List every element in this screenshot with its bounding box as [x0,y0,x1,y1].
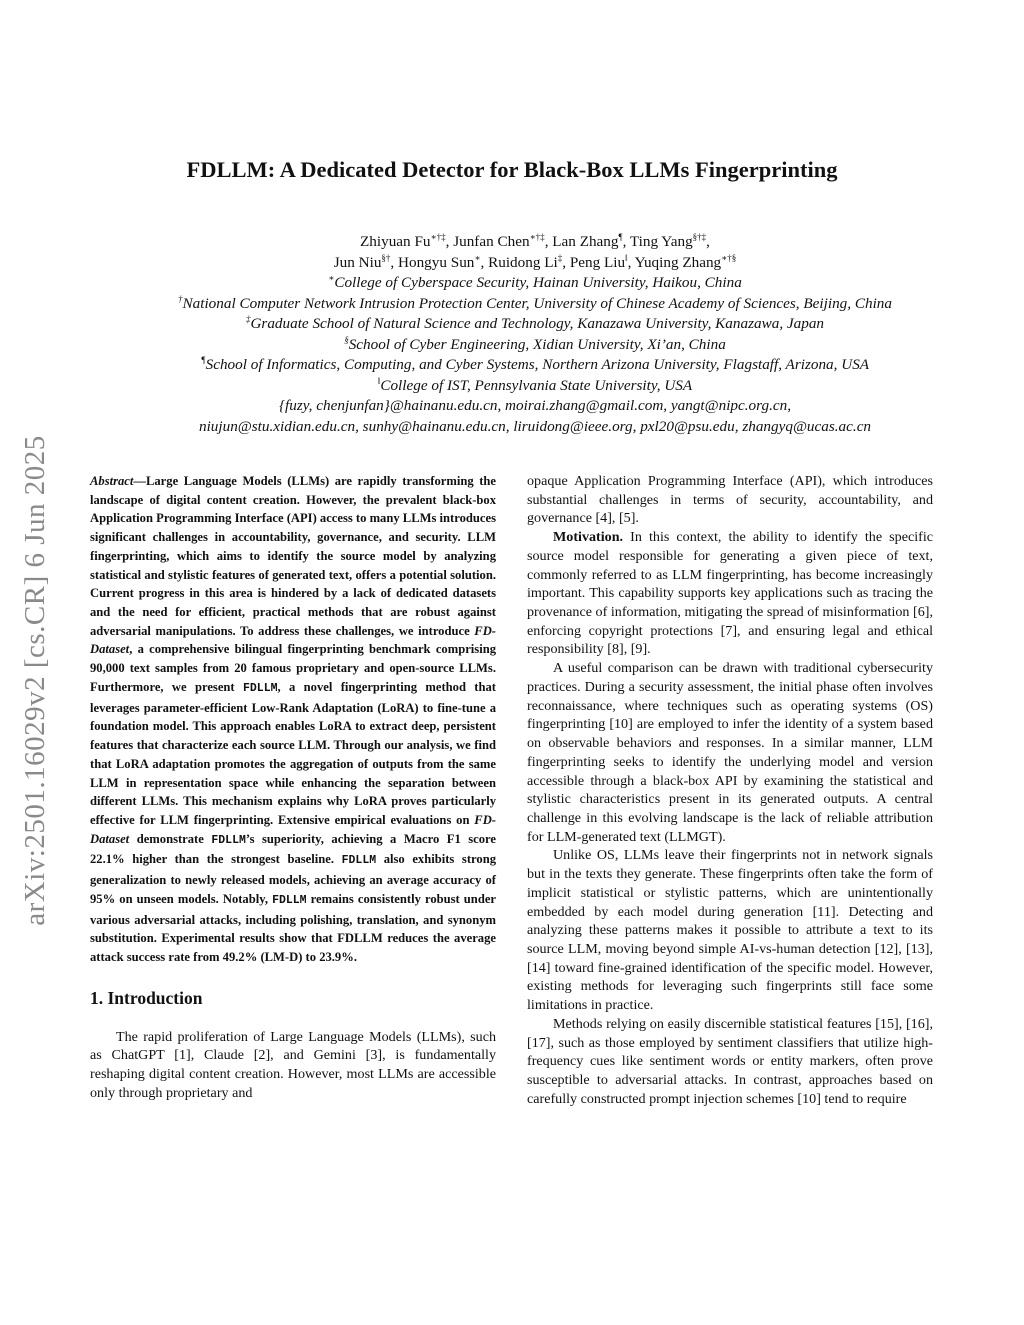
author-mark: ‖ [625,252,628,263]
author-mark: ‡ [557,252,563,263]
affiliation-text: Graduate School of Natural Science and Technology, Kanazawa University, Kanazawa, Japan [250,315,825,332]
author-name: Yuqing Zhang [634,253,722,271]
affiliation-mark: ∗ [328,273,335,283]
paragraph-runin: Motivation. [553,529,624,546]
author-line-1: Zhiyuan Fu∗†‡, Junfan Chen∗†‡, Lan Zhang¶, Ting Yang§†‡, [360,232,710,250]
author-name: Jun Niu [333,253,382,271]
body-paragraph: Unlike OS, LLMs leave their fingerprints not in network signals but in the texts they generate. These fingerprints often take the form of implicit statistical or stylistic patterns, which are unintentionally embedded by each model during generation [11]. Detecting and analyzing these patterns makes it possible to attribute a text to its source LLM, moving beyond simple AI-vs-human detection [12], [13], [14] toward fine-grained identification of the specific model. However, existing methods for leveraging such fingerprints still face some limitations in practice. [527,847,933,1014]
author-mark: ∗†§ [721,252,737,263]
author-mark: §† [381,252,391,263]
abstract: Abstract—Large Language Models (LLMs) are rapidly transforming the landscape of digital content creation. However, the prevalent black-box Application Programming Interface (API) access to many LLMs introduces significant challenges in accountability, governance, and security. LLM fingerprinting, which aims to identify the source model by analyzing statistical and stylistic features of generated text, offers a potential solution. Current progress in this area is hindered by a lack of dedicated datasets and the need for efficient, practical methods that are robust against adversarial manipulations. To address these challenges, we introduce FD-Dataset, a comprehensive bilingual fingerprinting benchmark comprising 90,000 text samples from 20 famous proprietary and open-source LLMs. Furthermore, we present FDLLM, a novel fingerprinting method that leverages parameter-efficient Low-Rank Adaptation (LoRA) to fine-tune a foundation model. This approach enables LoRA to extract deep, persistent features that characterize each source LLM. Through our analysis, we find that LoRA adaptation promotes the aggregation of outputs from the same LLM in representation space while enhancing the separation between different LLMs. This mechanism explains why LoRA proves particularly effective for LLM fingerprinting. Extensive empirical evaluations on FD-Dataset demonstrate FDLLM’s superiority, achieving a Macro F1 score 22.1% higher than the strongest baseline. FDLLM also exhibits strong generalization to newly released models, achieving an average accuracy of 95% on unseen models. Notably, FDLLM remains consistently robust under various adversarial attacks, including polishing, translation, and synonym substitution. Experimental results show that FDLLM reduces the average attack success rate from 49.2% (LM-D) to 23.9%. [90,474,496,964]
author-block [80,232,990,437]
affiliation-mark: ¶ [200,355,206,365]
author-name: Hongyu Sun [398,253,475,271]
author-name: Ting Yang [629,233,693,250]
affiliation [80,376,990,397]
left-column [90,472,496,1103]
affiliation-mark: ‡ [245,314,251,324]
affiliation-mark: ‖ [377,375,381,386]
affiliation-text: School of Informatics, Computing, and Cyber Systems, Northern Arizona University, Flagstaff, Arizona, USA [205,356,870,373]
email-line: niujun@stu.xidian.edu.cn, sunhy@hainanu.edu.cn, liruidong@ieee.org, pxl20@psu.edu, zhangyq@ucas.ac.cn [198,417,872,435]
author-name: Junfan Chen [453,233,530,250]
arxiv-identifier [13,385,57,975]
author-name: Lan Zhang [552,233,619,250]
affiliation-text: School of Cyber Engineering, Xidian University, Xi’an, China [348,335,726,353]
author-name: Ruidong Li [488,253,558,271]
method-name: FDLLM [242,681,278,695]
author-mark: ∗†‡ [430,232,446,242]
affiliation [80,294,990,315]
affiliation-text: National Computer Network Intrusion Protection Center, University of Chinese Academy of Sciences, Beijing, China [182,294,892,312]
method-name: FDLLM [211,833,246,847]
affiliation [80,335,990,356]
body-paragraph: opaque Application Programming Interface (API), which introduces substantial challenges in terms of security, accountability, and governance [4], [5]. [527,473,933,527]
author-line-2: Jun Niu§†, Hongyu Sun∗, Ruidong Li‡, Peng Liu‖, Yuqing Zhang∗†§ [333,252,737,271]
affiliation-text: College of IST, Pennsylvania State University, USA [380,376,693,394]
author-mark: §†‡ [692,232,707,242]
affiliation [80,314,990,335]
method-name: FDLLM [272,893,307,907]
dataset-name: FD-Dataset [90,623,496,657]
email-line: {fuzy, chenjunfan}@hainanu.edu.cn, moirai.zhang@gmail.com, yangt@nipc.org.cn, [278,397,792,414]
affiliation [80,273,990,294]
dataset-name: FD-Dataset [90,812,496,846]
author-mark: ∗ [474,252,481,263]
author-name: Peng Liu [569,253,626,271]
affiliation [80,355,990,376]
affiliation-mark: § [344,334,349,345]
affiliation-text: College of Cyberspace Security, Hainan University, Haikou, China [334,274,742,291]
body-paragraph: A useful comparison can be drawn with traditional cybersecurity practices. During a security assessment, the initial phase often involves reconnaissance, where techniques such as operating systems (OS) fingerprinting [10] are employed to infer the identity of a system based on observable behaviors and responses. In a similar manner, LLM fingerprinting seeks to identify the underlying model and version accessible through a black-box API by examining the statistical and stylistic characteristics present in its generated outputs. A central challenge in this evolving landscape is the lack of reliable attribution for LLM-generated text (LLMGT). [527,660,933,845]
arxiv-identifier-text: arXiv:2501.16029v2 [cs.CR] 6 Jun 2025 [18,434,51,926]
method-name: FDLLM [341,854,377,868]
affiliation-mark: † [178,293,183,304]
author-name: Zhiyuan Fu [360,233,431,250]
body-paragraph: Motivation. In this context, the ability to identify the specific source model responsible for generating a given piece of text, commonly referred to as LLM fingerprinting, has become increasingly important. This capability supports key applications such as tracing the provenance of information, mitigating the spread of misinformation [6], enforcing copyright protections [7], and ensuring legal and ethical responsibility [8], [9]. [527,529,933,658]
right-column [527,472,933,1108]
author-mark: ∗†‡ [529,232,545,242]
body-paragraph: The rapid proliferation of Large Language Models (LLMs), such as ChatGPT [1], Claude [2], and Gemini [3], is fundamentally reshaping digital content creation. However, most LLMs are accessible only through proprietary and [90,1028,496,1101]
section-heading: 1. Introduction [90,987,203,1008]
body-paragraph: Methods relying on easily discernible statistical features [15], [16], [17], such as those employed by sentiment classifiers that utilize high-frequency cues like sentiment words or entity markers, often prove susceptible to adversarial attacks. In contrast, approaches based on carefully constructed prompt injection schemes [10] tend to require [527,1015,933,1107]
paper-title: FDLLM: A Dedicated Detector for Black-Box LLMs Fingerprinting [186,157,838,182]
abstract-label: Abstract [90,474,134,488]
author-mark: ¶ [618,232,623,242]
